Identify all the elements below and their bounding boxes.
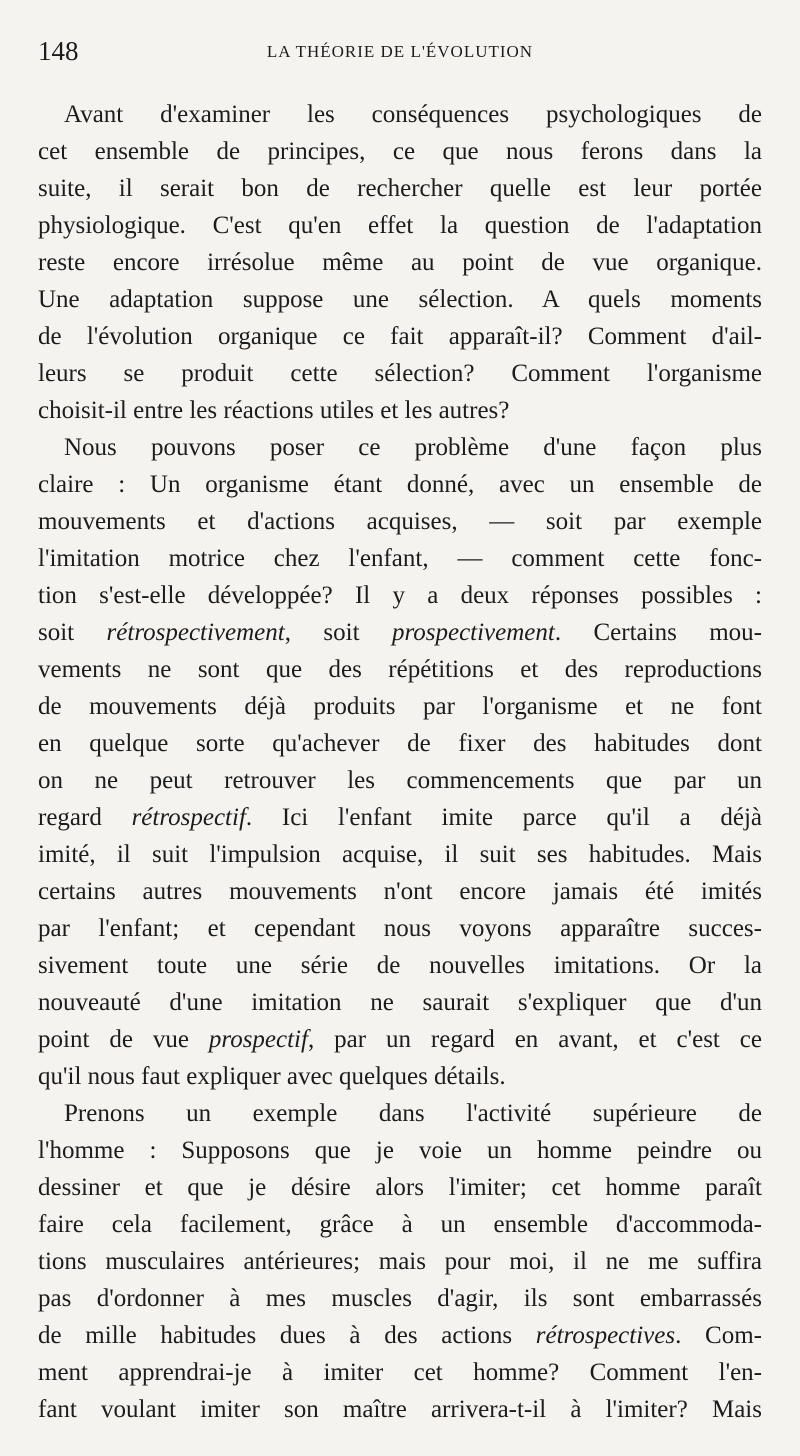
text-segment: pas d'ordonner à mes muscles d'agir, ils sont embarrassés xyxy=(38,1285,762,1312)
text-line xyxy=(38,392,762,429)
text-segment: leurs se produit cette sélection? Comment l'organisme xyxy=(38,360,762,387)
text-segment: certains autres mouvements n'ont encore jamais été imités xyxy=(38,878,762,905)
text-segment: , soit xyxy=(284,619,392,646)
text-line xyxy=(38,1021,762,1058)
text-segment: fant voulant imiter son maître arrivera-t-il à l'imiter? Mais xyxy=(38,1396,762,1423)
text-line xyxy=(38,1132,762,1169)
text-line xyxy=(38,984,762,1021)
text-segment: cet ensemble de principes, ce que nous ferons dans la xyxy=(38,138,762,165)
text-line xyxy=(38,873,762,910)
text-segment: dessiner et que je désire alors l'imiter; cet homme paraît xyxy=(38,1174,762,1201)
italic-text: prospectivement xyxy=(391,619,555,646)
text-line xyxy=(38,429,762,466)
running-title: LA THÉORIE DE L'ÉVOLUTION xyxy=(266,42,534,61)
text-line xyxy=(38,281,762,318)
text-line xyxy=(38,1280,762,1317)
text-line xyxy=(38,355,762,392)
text-segment: par l'enfant; et cependant nous voyons apparaître succes- xyxy=(38,915,762,942)
text-line xyxy=(38,762,762,799)
page-number: 148 xyxy=(38,36,79,66)
text-segment: regard xyxy=(38,804,132,831)
text-segment: claire : Un organisme étant donné, avec un ensemble de xyxy=(38,471,762,498)
text-segment: mouvements et d'actions acquises, — soit par exemple xyxy=(38,508,762,535)
text-line xyxy=(38,540,762,577)
text-line xyxy=(38,577,762,614)
text-line xyxy=(38,651,762,688)
text-line xyxy=(38,1095,762,1132)
text-segment: de mouvements déjà produits par l'organisme et ne font xyxy=(38,693,762,720)
italic-text: prospectif xyxy=(208,1026,308,1053)
text-line xyxy=(38,1206,762,1243)
text-line xyxy=(38,244,762,281)
text-segment: . Ici l'enfant imite parce qu'il a déjà xyxy=(245,804,762,831)
text-segment: physiologique. C'est qu'en effet la question de l'adaptation xyxy=(38,212,762,239)
text-line xyxy=(38,96,762,133)
text-segment: . Com- xyxy=(675,1322,762,1349)
text-segment: l'homme : Supposons que je voie un homme peindre ou xyxy=(38,1137,762,1164)
text-line xyxy=(38,947,762,984)
text-line xyxy=(38,725,762,762)
text-line xyxy=(38,1169,762,1206)
page-header xyxy=(38,36,762,70)
paragraph xyxy=(38,1095,762,1428)
text-line xyxy=(38,503,762,540)
text-segment: Nous pouvons poser ce problème d'une façon plus xyxy=(64,434,762,461)
text-segment: en quelque sorte qu'achever de fixer des habitudes dont xyxy=(38,730,762,757)
text-line xyxy=(38,836,762,873)
paragraph xyxy=(38,429,762,1095)
text-segment: l'imitation motrice chez l'enfant, — comment cette fonc- xyxy=(38,545,762,572)
italic-text: rétrospectives xyxy=(535,1322,676,1349)
text-segment: Avant d'examiner les conséquences psychologiques de xyxy=(64,101,762,128)
text-segment: suite, il serait bon de rechercher quelle est leur portée xyxy=(38,175,762,202)
text-segment: on ne peut retrouver les commencements que par un xyxy=(38,767,762,794)
text-line xyxy=(38,1354,762,1391)
text-segment: tion s'est-elle développée? Il y a deux réponses possibles : xyxy=(38,582,762,609)
text-line xyxy=(38,799,762,836)
text-segment: reste encore irrésolue même au point de vue organique. xyxy=(38,249,762,276)
text-segment: soit xyxy=(38,619,107,646)
italic-text: rétrospectivement xyxy=(106,619,285,646)
text-segment: de l'évolution organique ce fait apparaît-il? Comment d'ail- xyxy=(38,323,762,350)
text-segment: , par un regard en avant, et c'est ce xyxy=(307,1026,762,1053)
text-line xyxy=(38,1391,762,1428)
text-segment: Une adaptation suppose une sélection. A quels moments xyxy=(38,286,762,313)
text-line xyxy=(38,133,762,170)
text-line xyxy=(38,688,762,725)
text-segment: qu'il nous faut expliquer avec quelques détails. xyxy=(38,1063,506,1090)
text-line xyxy=(38,466,762,503)
text-segment: choisit-il entre les réactions utiles et les autres? xyxy=(38,397,510,424)
text-segment: point de vue xyxy=(38,1026,209,1053)
text-line xyxy=(38,1317,762,1354)
text-segment: imité, il suit l'impulsion acquise, il suit ses habitudes. Mais xyxy=(38,841,762,868)
text-line xyxy=(38,1243,762,1280)
text-line xyxy=(38,1058,762,1095)
text-line xyxy=(38,207,762,244)
text-segment: Prenons un exemple dans l'activité supérieure de xyxy=(64,1100,762,1127)
paragraph xyxy=(38,96,762,429)
text-segment: vements ne sont que des répétitions et des reproductions xyxy=(38,656,762,683)
text-segment: faire cela facilement, grâce à un ensemble d'accommoda- xyxy=(38,1211,762,1238)
body-text xyxy=(38,96,762,1428)
text-segment: sivement toute une série de nouvelles imitations. Or la xyxy=(38,952,762,979)
text-line xyxy=(38,614,762,651)
text-line xyxy=(38,170,762,207)
text-line xyxy=(38,910,762,947)
text-line xyxy=(38,318,762,355)
text-segment: tions musculaires antérieures; mais pour moi, il ne me suffira xyxy=(38,1248,762,1275)
italic-text: rétrospectif xyxy=(131,804,246,831)
text-segment: nouveauté d'une imitation ne saurait s'expliquer que d'un xyxy=(38,989,762,1016)
text-segment: . Certains mou- xyxy=(554,619,762,646)
text-segment: ment apprendrai-je à imiter cet homme? Comment l'en- xyxy=(38,1359,762,1386)
text-segment: de mille habitudes dues à des actions xyxy=(38,1322,536,1349)
